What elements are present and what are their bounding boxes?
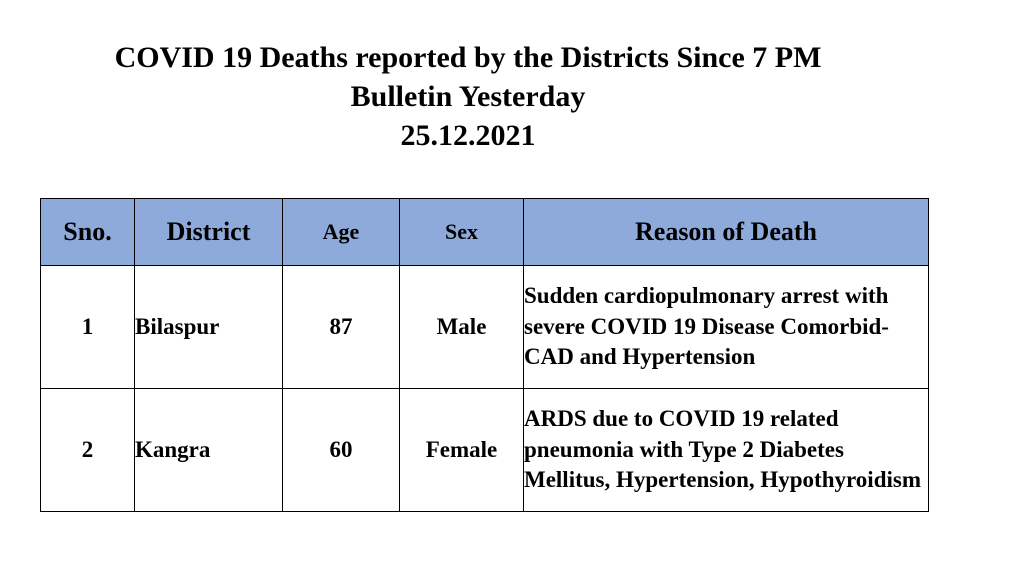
title-date: 25.12.2021 xyxy=(400,119,536,152)
cell-sno: 1 xyxy=(41,266,135,389)
header-sex: Sex xyxy=(400,199,524,266)
header-sno: Sno. xyxy=(41,199,135,266)
title-line-1: COVID 19 Deaths reported by the Districts Since 7 PM xyxy=(114,41,822,74)
table-row xyxy=(41,389,929,512)
cell-sex: Male xyxy=(400,266,524,389)
covid-deaths-table xyxy=(40,198,929,512)
header-reason: Reason of Death xyxy=(524,199,929,266)
header-district: District xyxy=(135,199,283,266)
cell-age: 87 xyxy=(283,266,400,389)
table-header-row xyxy=(41,199,929,266)
table-row xyxy=(41,266,929,389)
cell-age: 60 xyxy=(283,389,400,512)
header-age: Age xyxy=(283,199,400,266)
cell-district: Bilaspur xyxy=(135,266,283,389)
cell-sno: 2 xyxy=(41,389,135,512)
cell-district: Kangra xyxy=(135,389,283,512)
cell-sex: Female xyxy=(400,389,524,512)
title-line-2: Bulletin Yesterday xyxy=(350,80,586,113)
bulletin-title xyxy=(40,38,896,155)
cell-reason: ARDS due to COVID 19 related pneumonia with Type 2 Diabetes Mellitus, Hypertension, Hypothyroidism xyxy=(524,389,929,512)
cell-reason: Sudden cardiopulmonary arrest with severe COVID 19 Disease Comorbid- CAD and Hypertension xyxy=(524,266,929,389)
